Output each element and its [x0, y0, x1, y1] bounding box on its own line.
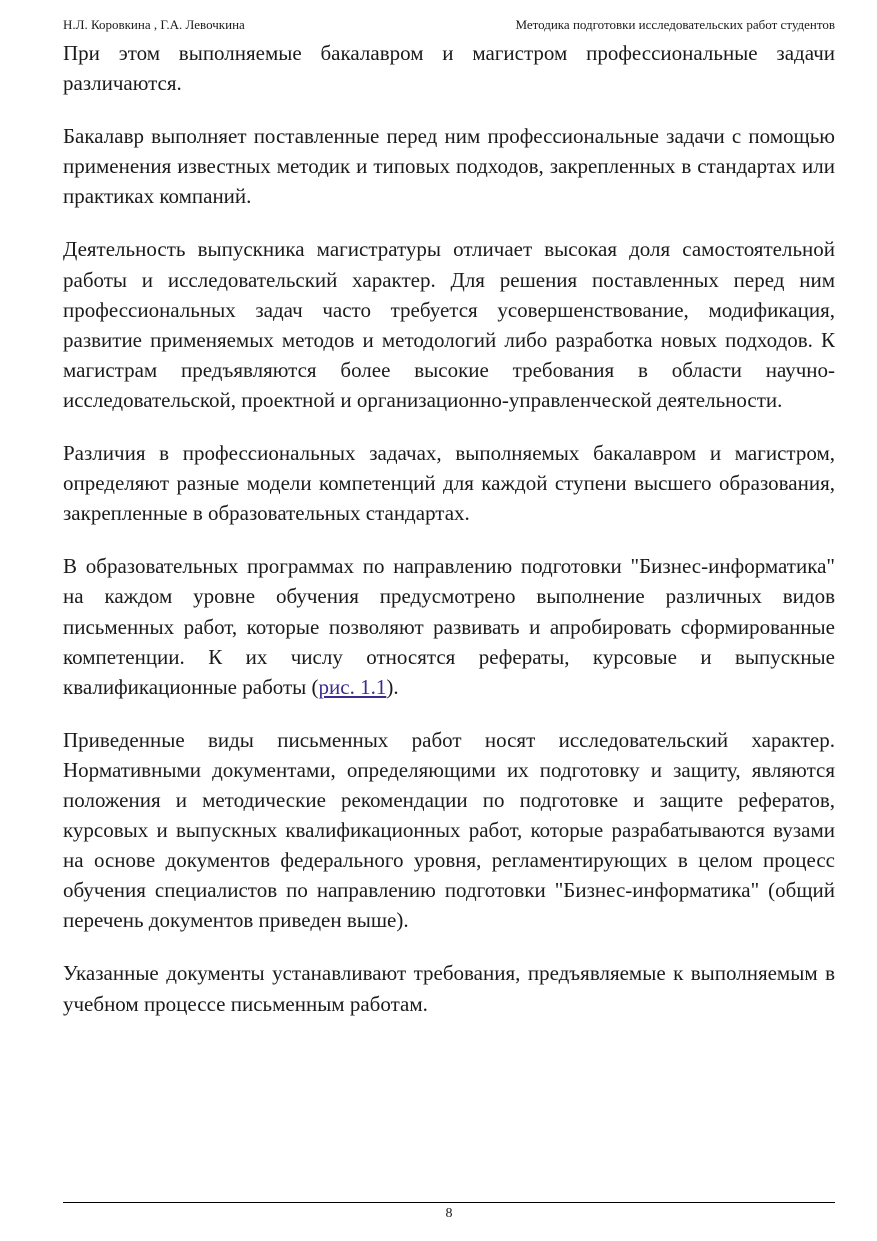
paragraph-1: При этом выполняемые бакалавром и магистром профессиональные задачи различаются.: [63, 41, 835, 96]
header-title: Методика подготовки исследовательских работ студентов: [515, 17, 835, 32]
page-number: 8: [445, 1206, 453, 1221]
paragraph-5-text: В образовательных программах по направлению подготовки "Бизнес-информатика" на каждом уровне обучения предусмотрено выполнение различных видов письменных работ, которые позволяют развивать и апробировать сформированные компетенции. К их числу относятся рефераты, курсовые и выпускные квалификационные работы (: [63, 554, 835, 699]
page-header: [63, 16, 835, 33]
paragraph-2: Бакалавр выполняет поставленные перед ним профессиональные задачи с помощью применения известных методик и типовых подходов, закрепленных в стандартах или практиках компаний.: [63, 124, 835, 209]
paragraph-7: Указанные документы устанавливают требования, предъявляемые к выполняемым в учебном процессе письменным работам.: [63, 961, 835, 1016]
paragraph-3: Деятельность выпускника магистратуры отличает высокая доля самостоятельной работы и исследовательский характер. Для решения поставленных перед ним профессиональных задач часто требуется усовершенствование, модификация, развитие применяемых методов и методологий либо разработка новых подходов. К магистрам предъявляются более высокие требования в области научно-исследовательской, проектной и организационно-управленческой деятельности.: [63, 237, 835, 412]
header-authors: Н.Л. Коровкина , Г.А. Левочкина: [63, 17, 245, 32]
figure-link[interactable]: рис. 1.1: [318, 674, 387, 699]
paragraph-6: Приведенные виды письменных работ носят исследовательский характер. Нормативными документами, определяющими их подготовку и защиту, являются положения и методические рекомендации по подготовке и защите рефератов, курсовых и выпускных квалификационных работ, которые разрабатываются вузами на основе документов федерального уровня, регламентирующих в целом процесс обучения специалистов по направлению подготовки "Бизнес-информатика" (общий перечень документов приведен выше).: [63, 727, 835, 933]
paragraph-5-end: ).: [386, 674, 399, 699]
body-text: [63, 38, 835, 1042]
paragraph-5: [63, 551, 835, 701]
footer-rule: [63, 1202, 835, 1203]
paragraph-4: Различия в профессиональных задачах, выполняемых бакалавром и магистром, определяют разные модели компетенций для каждой ступени высшего образования, закрепленные в образовательных стандартах.: [63, 441, 835, 526]
